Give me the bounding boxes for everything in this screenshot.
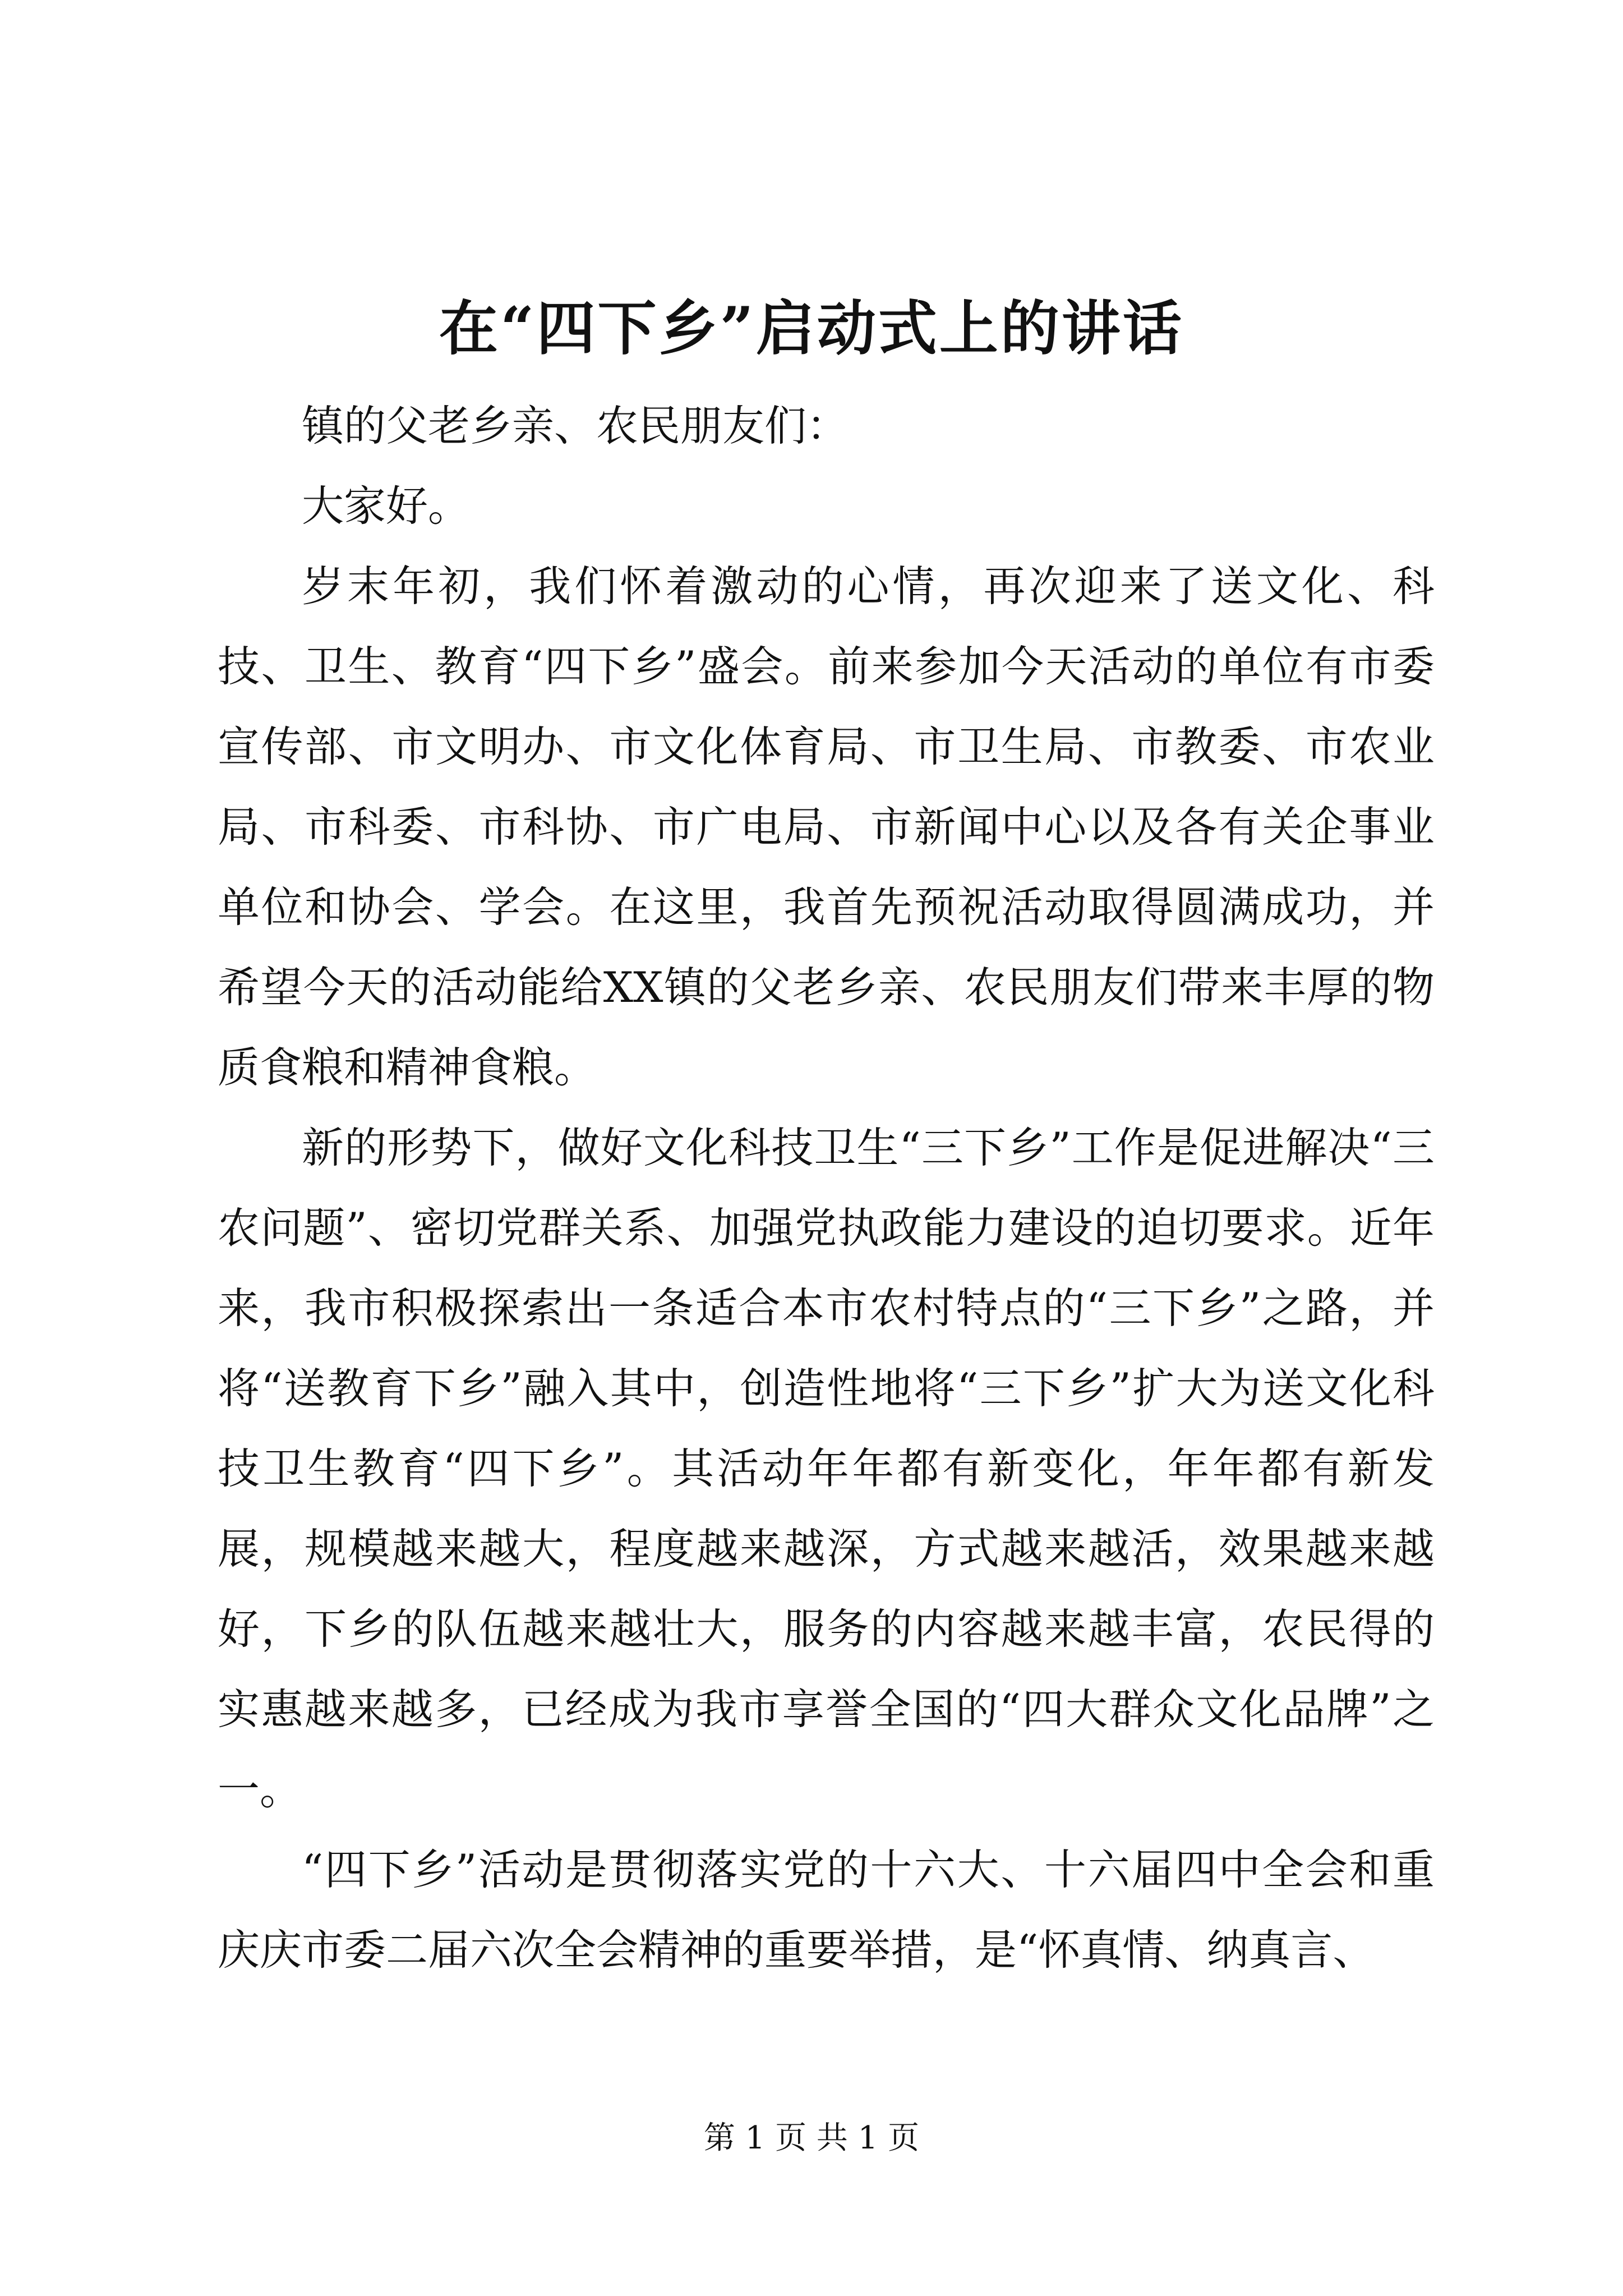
salutation-paragraph: 镇的父老乡亲、农民朋友们： — [302, 401, 849, 450]
body-paragraph: “四下乡”活动是贯彻落实党的十六大、十六届四中全会和重庆庆市委二届六次全会精神的重要举措，是“怀真情、纳真言、 — [218, 1845, 1435, 1975]
body-paragraph: 岁末年初，我们怀着激动的心情，再次迎来了送文化、科技、卫生、教育“四下乡”盛会。前来参加今天活动的单位有市委宣传部、市文明办、市文化体育局、市卫生局、市教委、市农业局、市科委、市科协、市广电局、市新闻中心以及各有关企事业单位和协会、学会。在这里，我首先预祝活动取得圆满成功，并希望今天的活动能给XX镇的父老乡亲、农民朋友们带来丰厚的物质食粮和精神食粮。 — [218, 562, 1435, 1092]
page-number-footer: 第 1 页 共 1 页 — [703, 2120, 920, 2156]
greeting-paragraph: 大家好。 — [302, 481, 471, 531]
document-body — [218, 386, 1435, 1990]
document-title: 在“四下乡”启动式上的讲话 — [439, 293, 1184, 363]
body-paragraph: 新的形势下，做好文化科技卫生“三下乡”工作是促进解决“三农问题”、密切党群关系、加强党执政能力建设的迫切要求。近年来，我市积极探索出一条适合本市农村特点的“三下乡”之路，并将“送教育下乡”融入其中，创造性地将“三下乡”扩大为送文化科技卫生教育“四下乡”。其活动年年都有新变化，年年都有新发展，规模越来越大，程度越来越深，方式越来越活，效果越来越好，下乡的队伍越来越壮大，服务的内容越来越丰富，农民得的实惠越来越多，已经成为我市享誉全国的“四大群众文化品牌”之一。 — [218, 1123, 1435, 1814]
